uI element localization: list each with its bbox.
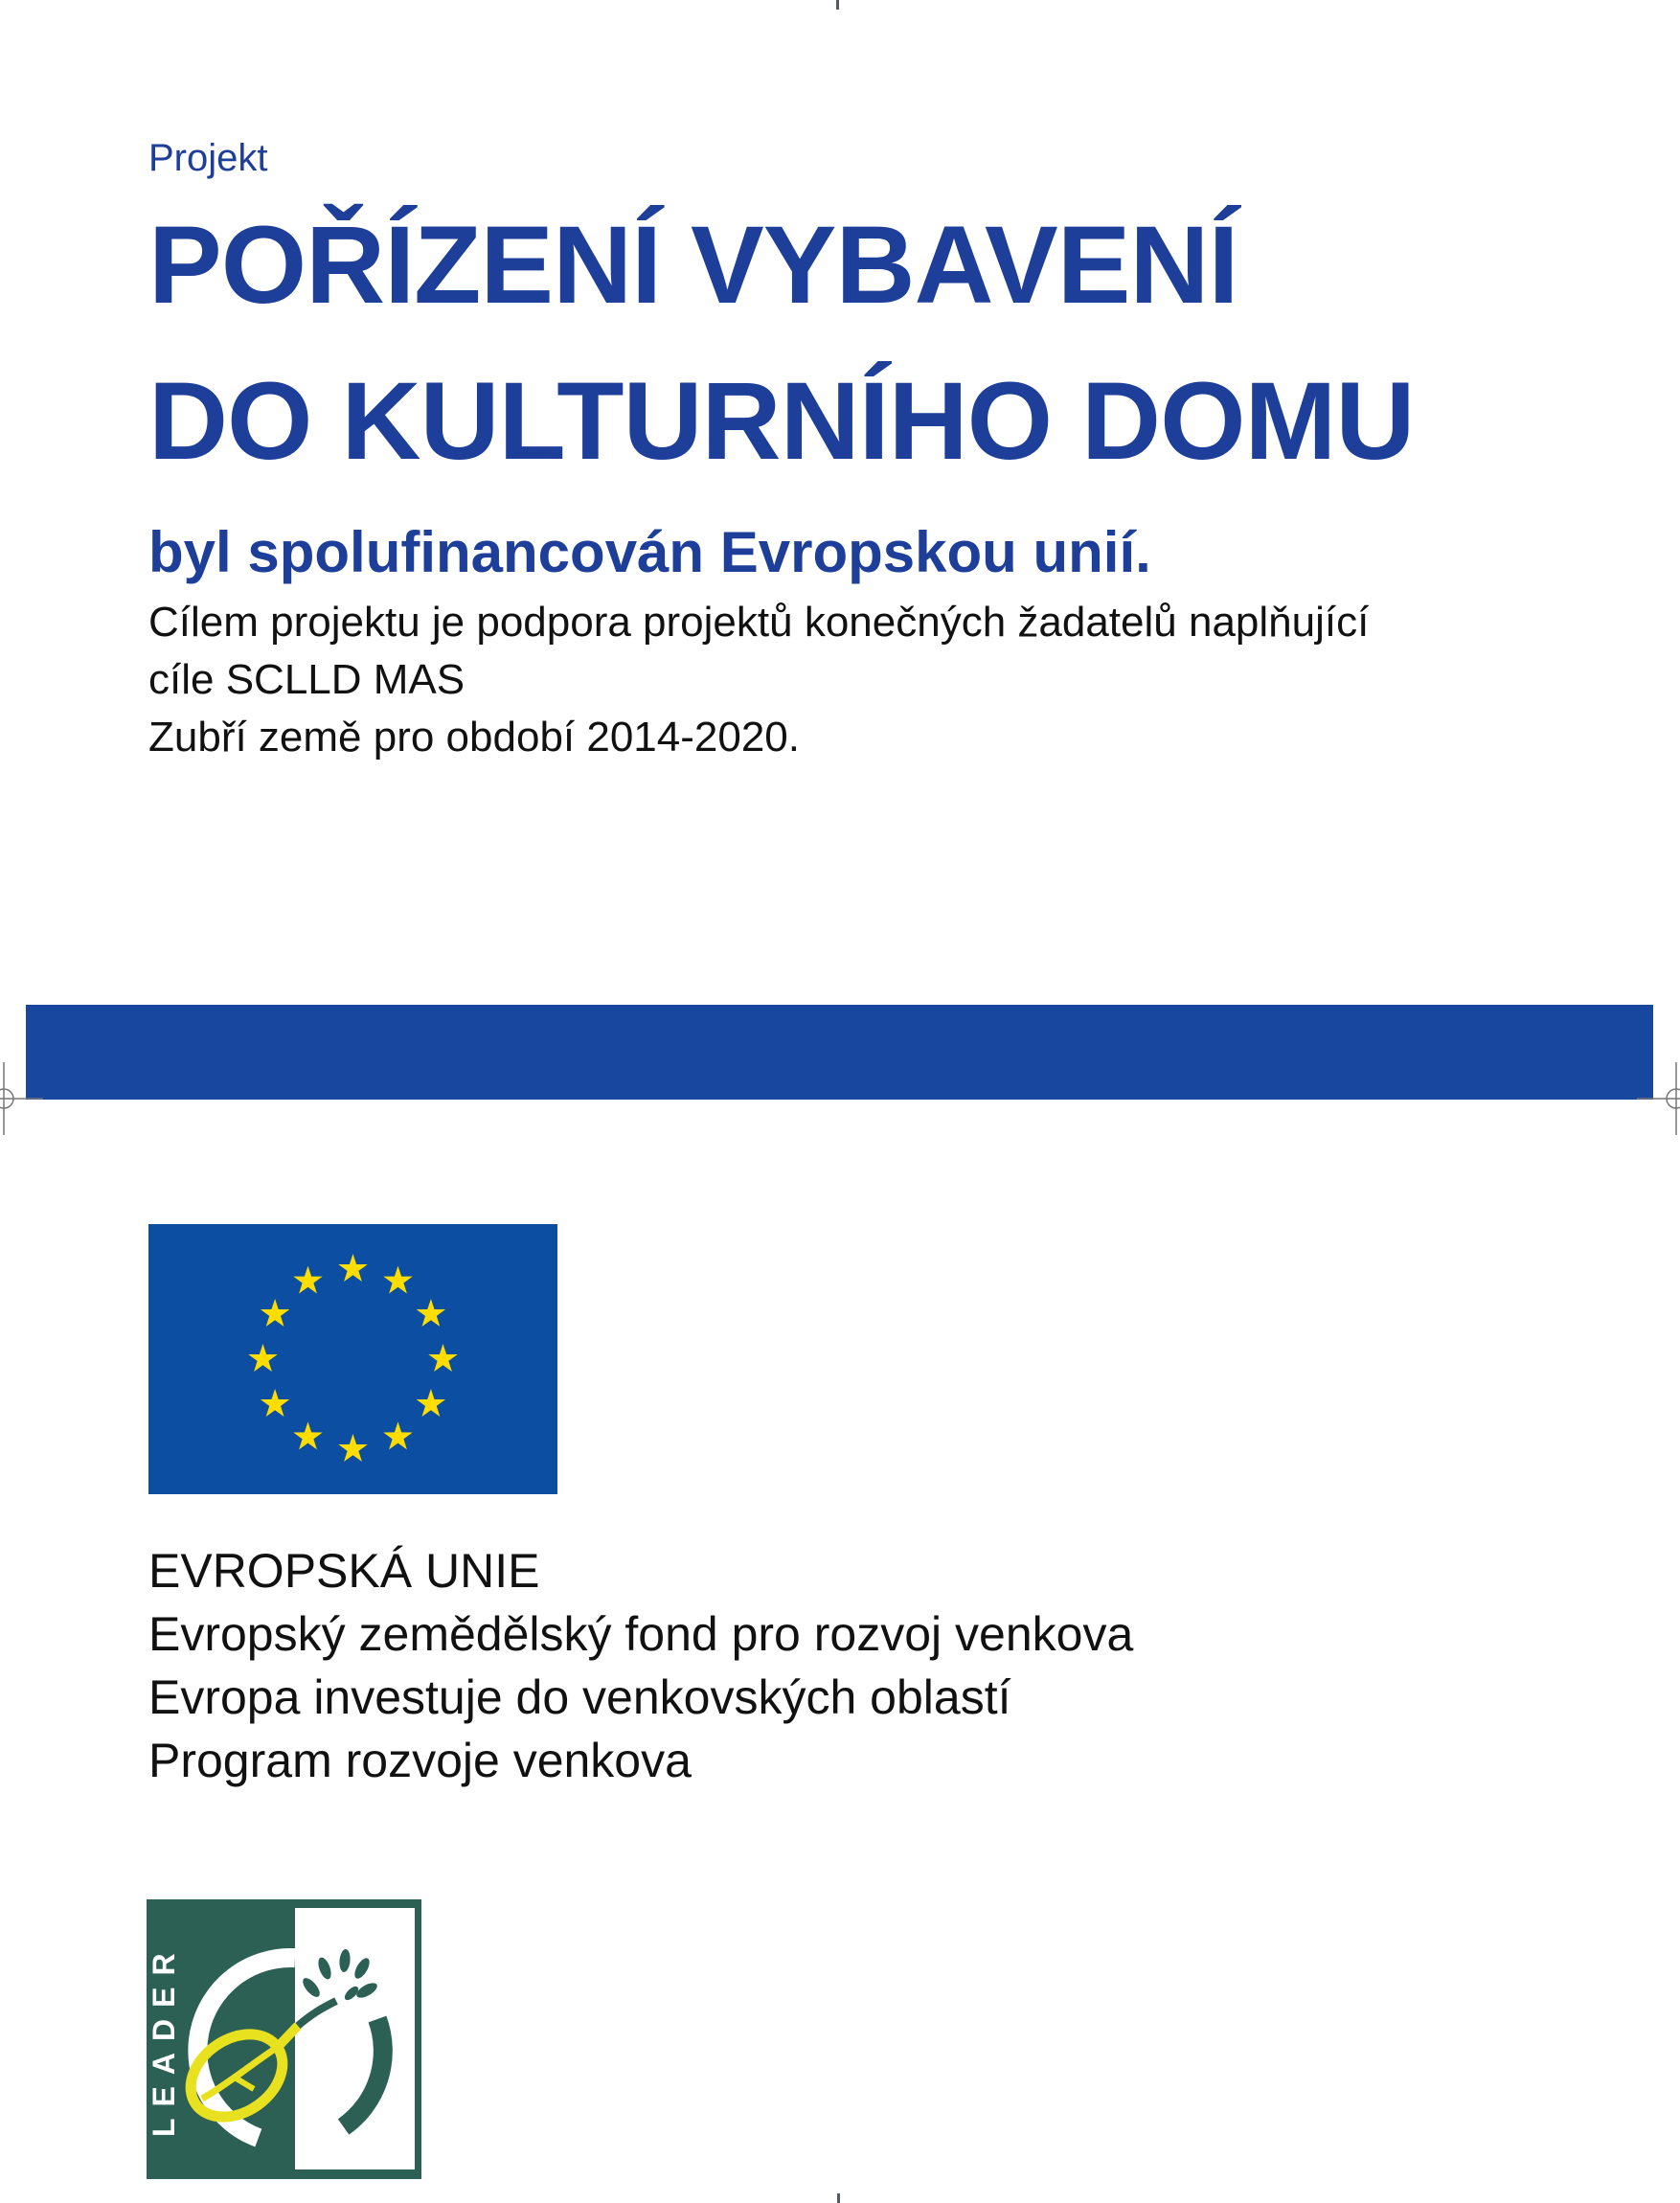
leader-logo-label: LEADER — [147, 1942, 181, 2137]
eu-line-2: Evropský zemědělský fond pro rozvoj venkova — [148, 1607, 1134, 1661]
project-subtitle: byl spolufinancován Evropskou unií. — [148, 520, 1151, 584]
divider-bar — [26, 1005, 1653, 1100]
description-line-1: Cílem projektu je podpora projektů konečných žadatelů naplňující — [148, 599, 1370, 646]
crop-mark-top — [836, 0, 839, 10]
eu-line-1: EVROPSKÁ UNIE — [148, 1544, 540, 1598]
registration-mark-right — [1632, 1051, 1680, 1147]
leader-logo-icon — [147, 1899, 421, 2179]
registration-mark-left — [0, 1051, 48, 1147]
description-line-3: Zubří země pro období 2014-2020. — [148, 714, 801, 761]
crop-mark-bottom — [837, 2193, 840, 2203]
eu-line-4: Program rozvoje venkova — [148, 1734, 692, 1787]
project-kicker: Projekt — [148, 137, 268, 179]
project-description — [148, 594, 1369, 766]
project-title-line2: DO KULTURNÍHO DOMU — [148, 360, 1415, 483]
eu-text-block — [148, 1539, 1133, 1792]
project-title-line1: POŘÍZENÍ VYBAVENÍ — [148, 204, 1238, 327]
description-line-2: cíle SCLLD MAS — [148, 656, 465, 703]
eu-flag-icon — [148, 1224, 557, 1494]
eu-line-3: Evropa investuje do venkovských oblastí — [148, 1670, 1011, 1724]
